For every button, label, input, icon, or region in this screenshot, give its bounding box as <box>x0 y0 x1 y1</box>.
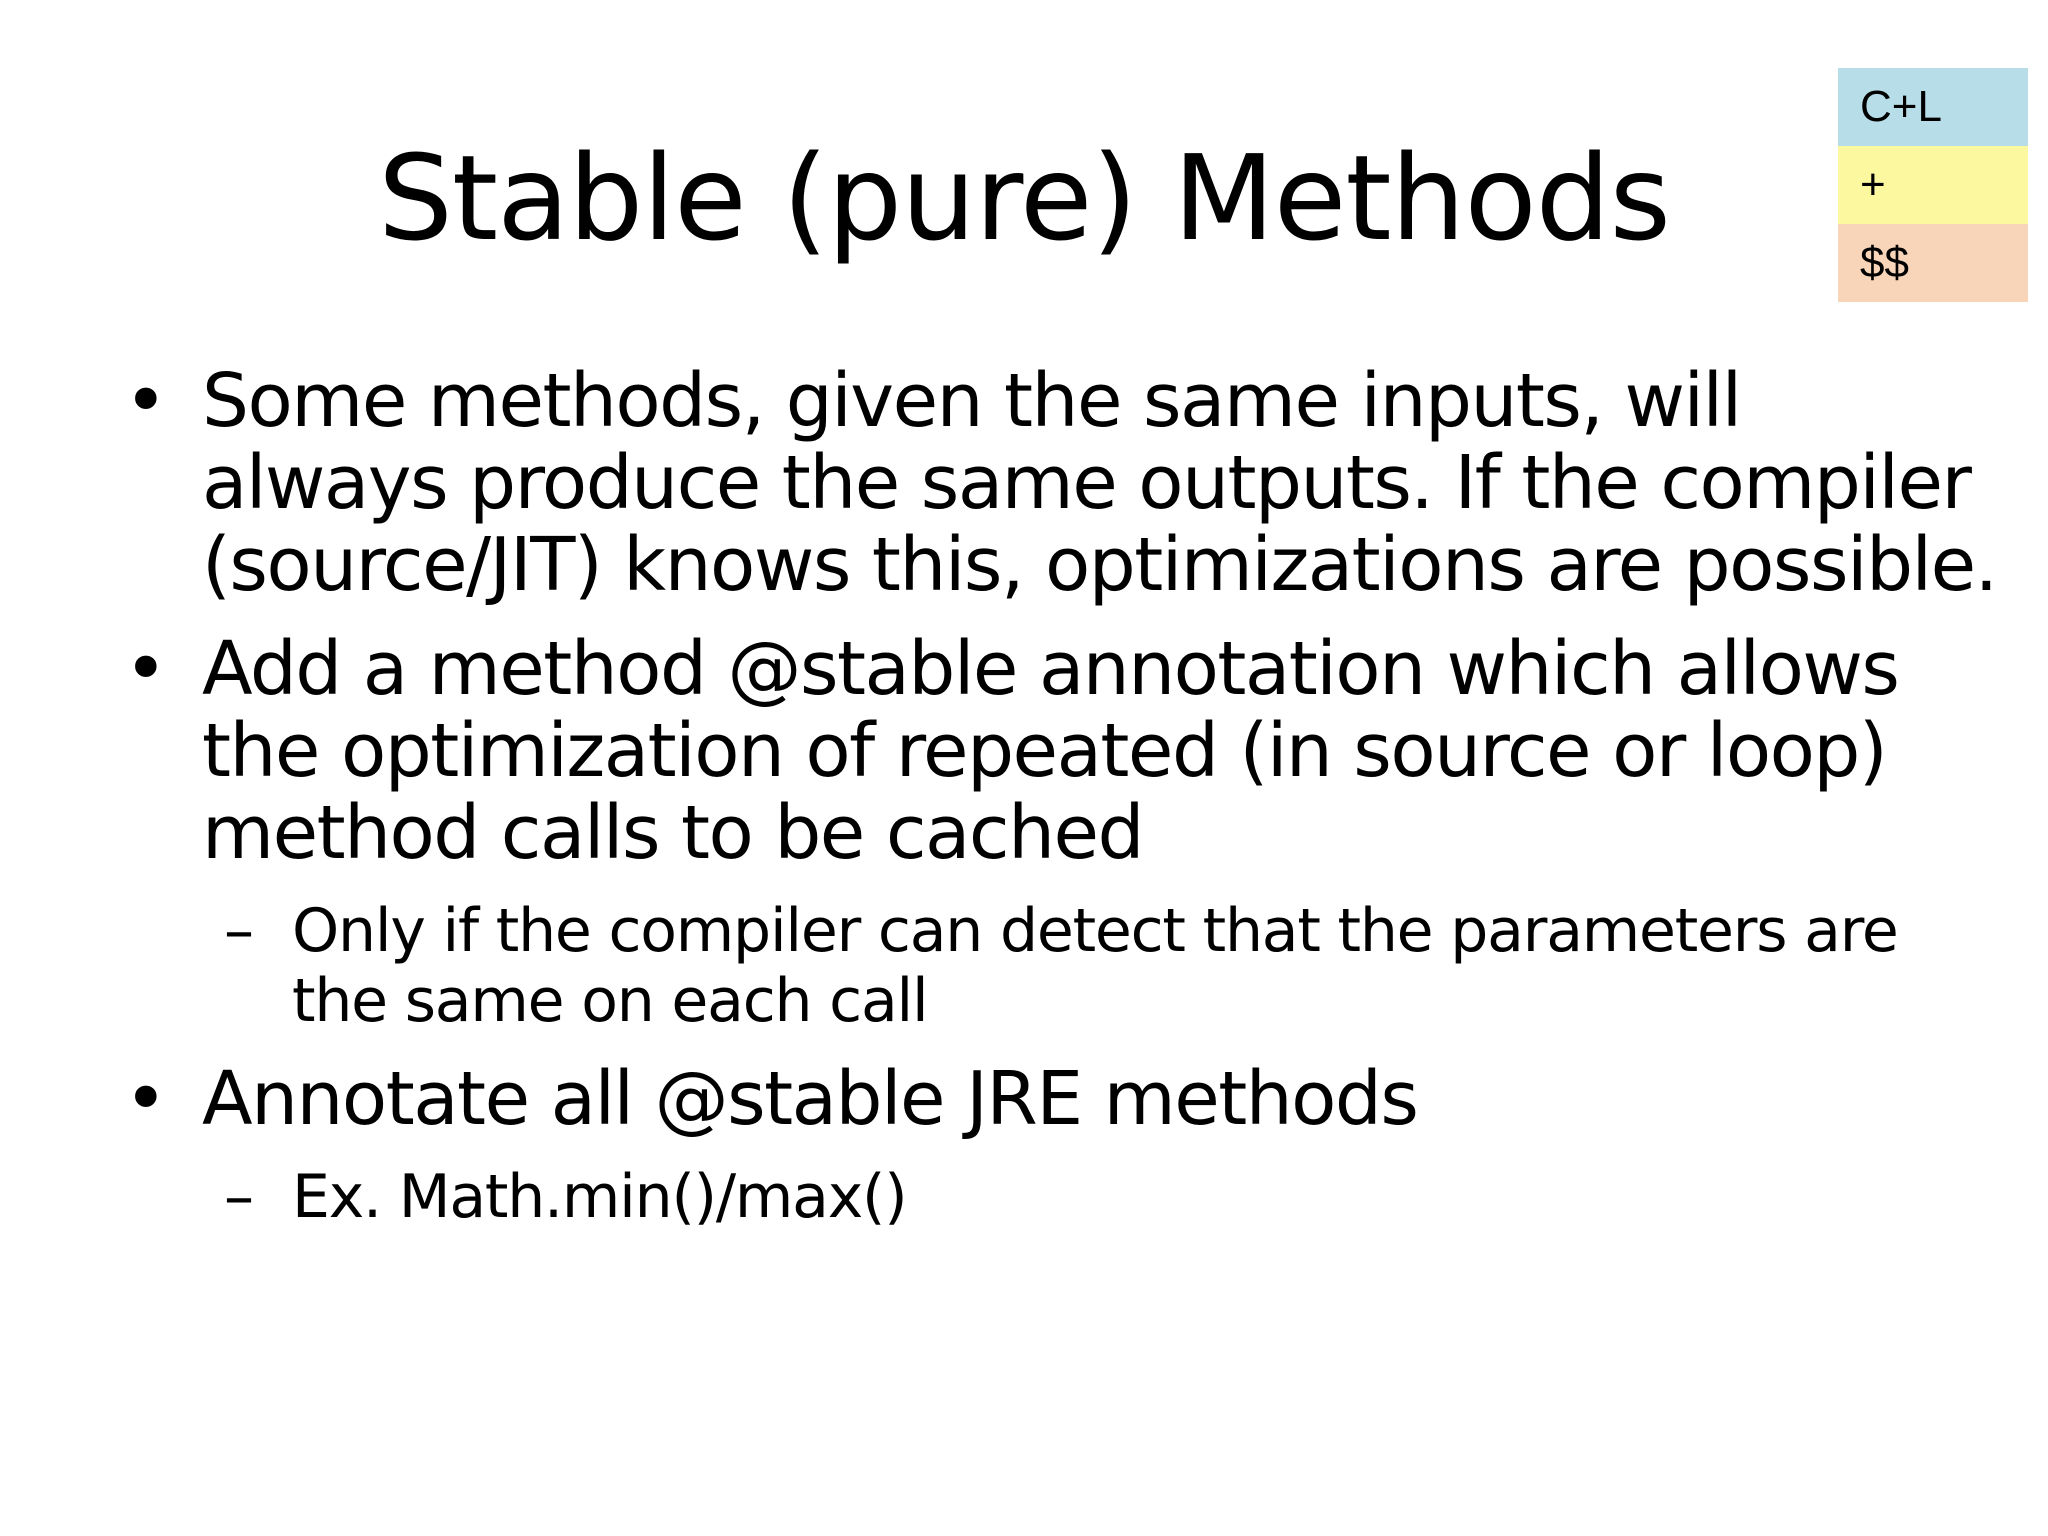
bullet-text: Some methods, given the same inputs, will always produce the same outputs. If the compiler (source/JIT) knows this, optimizations are possible. <box>202 358 1997 608</box>
legend-cell-cl <box>1838 68 2028 146</box>
bullet-item <box>120 628 2000 874</box>
bullet-text: Annotate all @stable JRE methods <box>202 1056 1418 1142</box>
slide-title: Stable (pure) Methods <box>377 129 1671 267</box>
legend-box <box>1838 68 2028 302</box>
bullet-item <box>120 360 2000 606</box>
bullet-list <box>120 360 2000 1254</box>
sub-bullet-item <box>120 896 2000 1036</box>
legend-label-cl: C+L <box>1860 82 1942 131</box>
sub-bullet-item <box>120 1162 2000 1232</box>
legend-label-plus: + <box>1860 160 1886 209</box>
sub-bullet-text: Ex. Math.min()/max() <box>292 1162 907 1232</box>
legend-cell-plus <box>1838 146 2028 224</box>
legend-label-cost: $$ <box>1860 238 1909 287</box>
sub-bullet-marker: – <box>224 896 253 966</box>
sub-bullet-marker: – <box>224 1162 253 1232</box>
bullet-marker: • <box>124 626 167 712</box>
bullet-marker: • <box>124 358 167 444</box>
bullet-item <box>120 1058 2000 1140</box>
bullet-text: Add a method @stable annotation which allows the optimization of repeated (in source or loop) method calls to be cached <box>202 626 1899 876</box>
legend-cell-cost <box>1838 224 2028 302</box>
sub-bullet-text: Only if the compiler can detect that the parameters are the same on each call <box>292 896 1898 1036</box>
bullet-marker: • <box>124 1056 167 1142</box>
